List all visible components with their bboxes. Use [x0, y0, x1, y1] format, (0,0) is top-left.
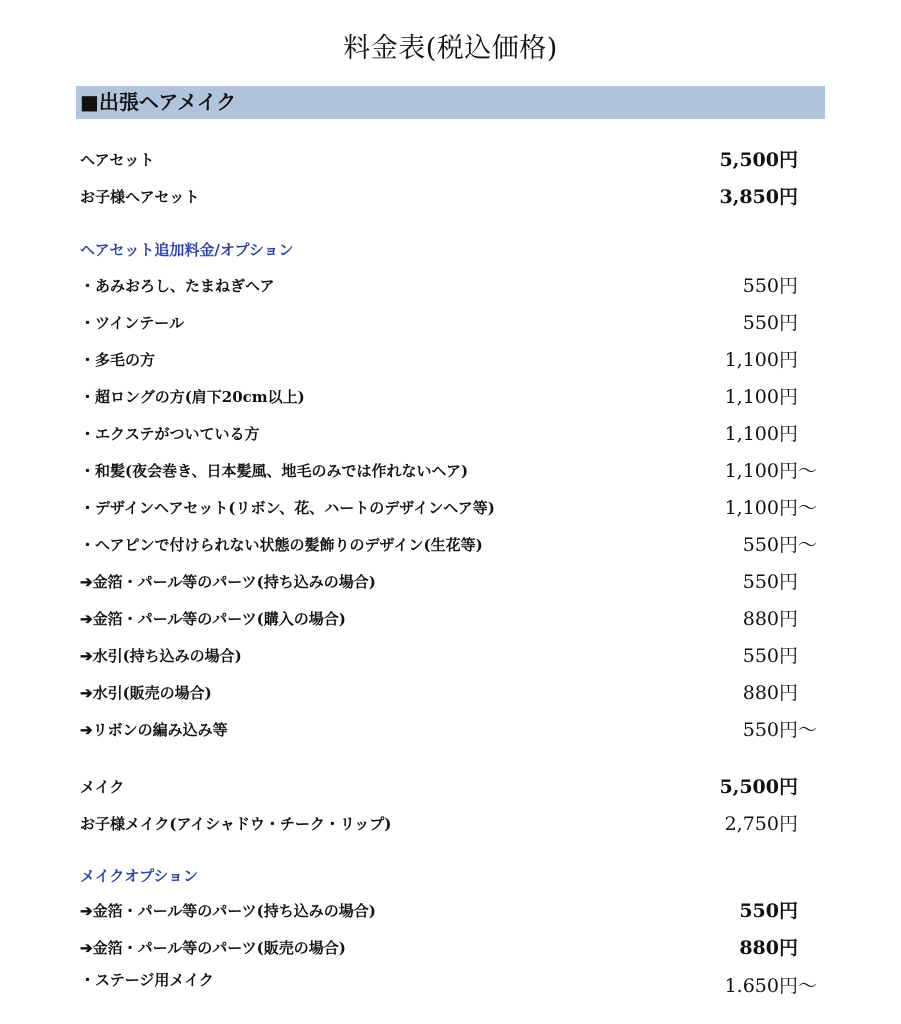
item-label: お子様メイク(アイシャドウ・チーク・リップ)	[80, 815, 392, 833]
item-price: 2,750円	[724, 813, 798, 835]
item-label: お子様ヘアセット	[80, 188, 200, 206]
item-label: ・和髪(夜会巻き、日本髪風、地毛のみでは作れないヘア)	[80, 462, 469, 480]
item-label: ➔金箔・パール等のパーツ(販売の場合)	[80, 939, 346, 957]
item-price: 1.650円	[724, 975, 798, 997]
item-price: 1,100円	[724, 460, 798, 482]
price-row-hair-set	[80, 146, 825, 174]
price-row	[80, 897, 825, 925]
item-price: 880円	[742, 608, 798, 630]
price-suffix: 〜	[798, 719, 818, 741]
item-price: 1,100円	[724, 423, 798, 445]
price-row	[80, 679, 825, 707]
item-price: 550円	[742, 571, 798, 593]
item-label: ・多毛の方	[80, 351, 156, 369]
price-row	[80, 457, 825, 485]
price-row	[80, 420, 825, 448]
price-row-makeup	[80, 773, 825, 801]
item-label: ➔金箔・パール等のパーツ(持ち込みの場合)	[80, 902, 376, 920]
item-label: ・ステージ用メイク	[80, 971, 214, 989]
item-price: 550円	[739, 900, 798, 922]
item-price: 1,100円	[724, 349, 798, 371]
price-row	[80, 934, 825, 962]
item-label: ➔金箔・パール等のパーツ(持ち込みの場合)	[80, 573, 376, 591]
item-label: ・超ロングの方(肩下20cm以上)	[80, 388, 305, 406]
item-label: ・ツインテール	[80, 314, 184, 332]
item-price: 550円	[742, 645, 798, 667]
price-row-kids-makeup	[80, 810, 825, 838]
price-row	[80, 309, 825, 337]
price-row-stage-makeup	[80, 966, 825, 997]
item-label: ➔水引(販売の場合)	[80, 684, 212, 702]
price-row	[80, 642, 825, 670]
item-label: ➔金箔・パール等のパーツ(購入の場合)	[80, 610, 346, 628]
price-row	[80, 494, 825, 522]
price-row	[80, 568, 825, 596]
item-price: 880円	[739, 937, 798, 959]
item-label: ヘアセット	[80, 151, 155, 169]
item-label: ・あみおろし、たまねぎヘア	[80, 277, 275, 295]
item-price: 3,850円	[719, 186, 798, 208]
price-row	[80, 272, 825, 300]
price-row	[80, 531, 825, 559]
item-label: ➔リボンの編み込み等	[80, 721, 228, 739]
subheading-hair-options: ヘアセット追加料金/オプション	[80, 241, 294, 259]
item-price: 1,100円	[724, 386, 798, 408]
price-suffix: 〜	[798, 497, 818, 519]
price-suffix: 〜	[798, 460, 818, 482]
item-price: 550円	[742, 312, 798, 334]
item-price: 550円	[742, 719, 798, 741]
item-label: メイク	[80, 778, 125, 796]
item-price: 550円	[742, 275, 798, 297]
page-title: 料金表(税込価格)	[343, 33, 558, 64]
item-price: 880円	[742, 682, 798, 704]
price-row	[80, 605, 825, 633]
item-price: 5,500円	[719, 776, 798, 798]
item-label: ・デザインヘアセット(リボン、花、ハートのデザインヘア等)	[80, 499, 495, 517]
price-suffix: 〜	[798, 975, 818, 997]
price-row	[80, 716, 825, 744]
item-label: ➔水引(持ち込みの場合)	[80, 647, 242, 665]
price-suffix: 〜	[798, 534, 818, 556]
price-row	[80, 346, 825, 374]
item-label: ・ヘアピンで付けられない状態の髪飾りのデザイン(生花等)	[80, 536, 483, 554]
item-price: 550円	[742, 534, 798, 556]
item-price: 1,100円	[724, 497, 798, 519]
item-label: ・エクステがついている方	[80, 425, 260, 443]
price-row-kids-hair-set	[80, 183, 825, 211]
section-heading-hair-makeup: ■出張ヘアメイク	[76, 86, 825, 119]
price-row	[80, 383, 825, 411]
item-price: 5,500円	[719, 149, 798, 171]
subheading-makeup-options: メイクオプション	[80, 867, 199, 885]
